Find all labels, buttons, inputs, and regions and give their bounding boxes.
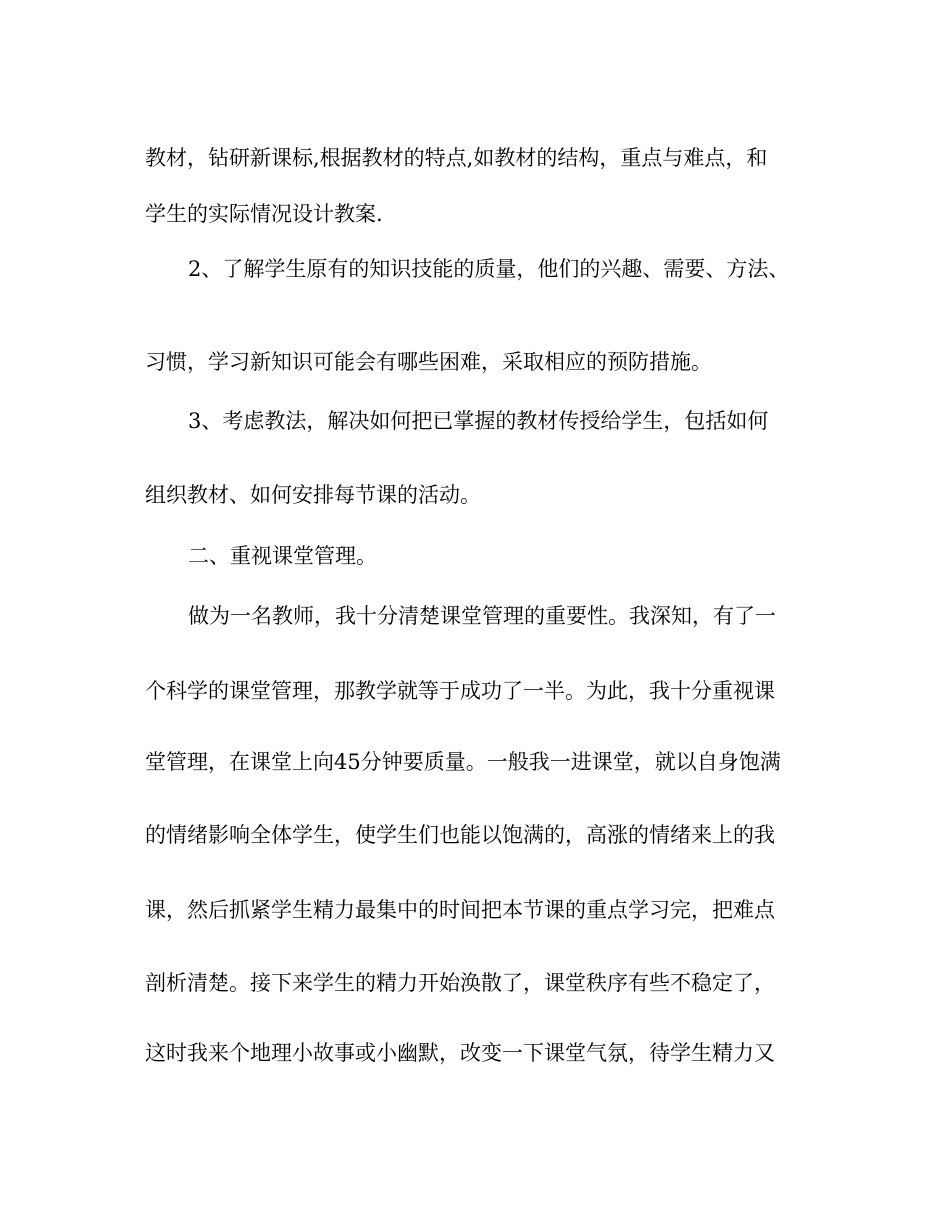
text-line-5: 3、考虑教法，解决如何把已掌握的教材传授给学生，包括如何 <box>188 409 769 433</box>
text-line-9: 个科学的课堂管理，那教学就等于成功了一半。为此，我十分重视课 <box>145 679 775 703</box>
text-line-10: 堂管理，在课堂上向45分钟要质量。一般我一进课堂，就以自身饱满 <box>145 750 781 774</box>
text-line-6: 组织教材、如何安排每节课的活动。 <box>145 483 481 507</box>
text-line-13: 剖析清楚。接下来学生的精力开始涣散了，课堂秩序有些不稳定了， <box>145 971 775 995</box>
text-line-11: 的情绪影响全体学生，使学生们也能以饱满的，高涨的情绪来上的我 <box>145 823 775 847</box>
text-line-4: 习惯，学习新知识可能会有哪些困难，采取相应的预防措施。 <box>145 350 712 374</box>
text-line-1: 教材，钻研新课标,根据教材的特点,如教材的结构，重点与难点，和 <box>145 146 768 170</box>
text-line-8: 做为一名教师，我十分清楚课堂管理的重要性。我深知，有了一 <box>188 604 776 628</box>
text-line-7: 二、重视课堂管理。 <box>188 544 377 568</box>
text-line-3: 2、了解学生原有的知识技能的质量，他们的兴趣、需要、方法、 <box>188 257 790 281</box>
text-line-2: 学生的实际情况设计教案. <box>145 202 383 226</box>
text-line-12: 课，然后抓紧学生精力最集中的时间把本节课的重点学习完，把难点 <box>145 898 775 922</box>
text-line-14: 这时我来个地理小故事或小幽默，改变一下课堂气氛，待学生精力又 <box>145 1041 775 1065</box>
